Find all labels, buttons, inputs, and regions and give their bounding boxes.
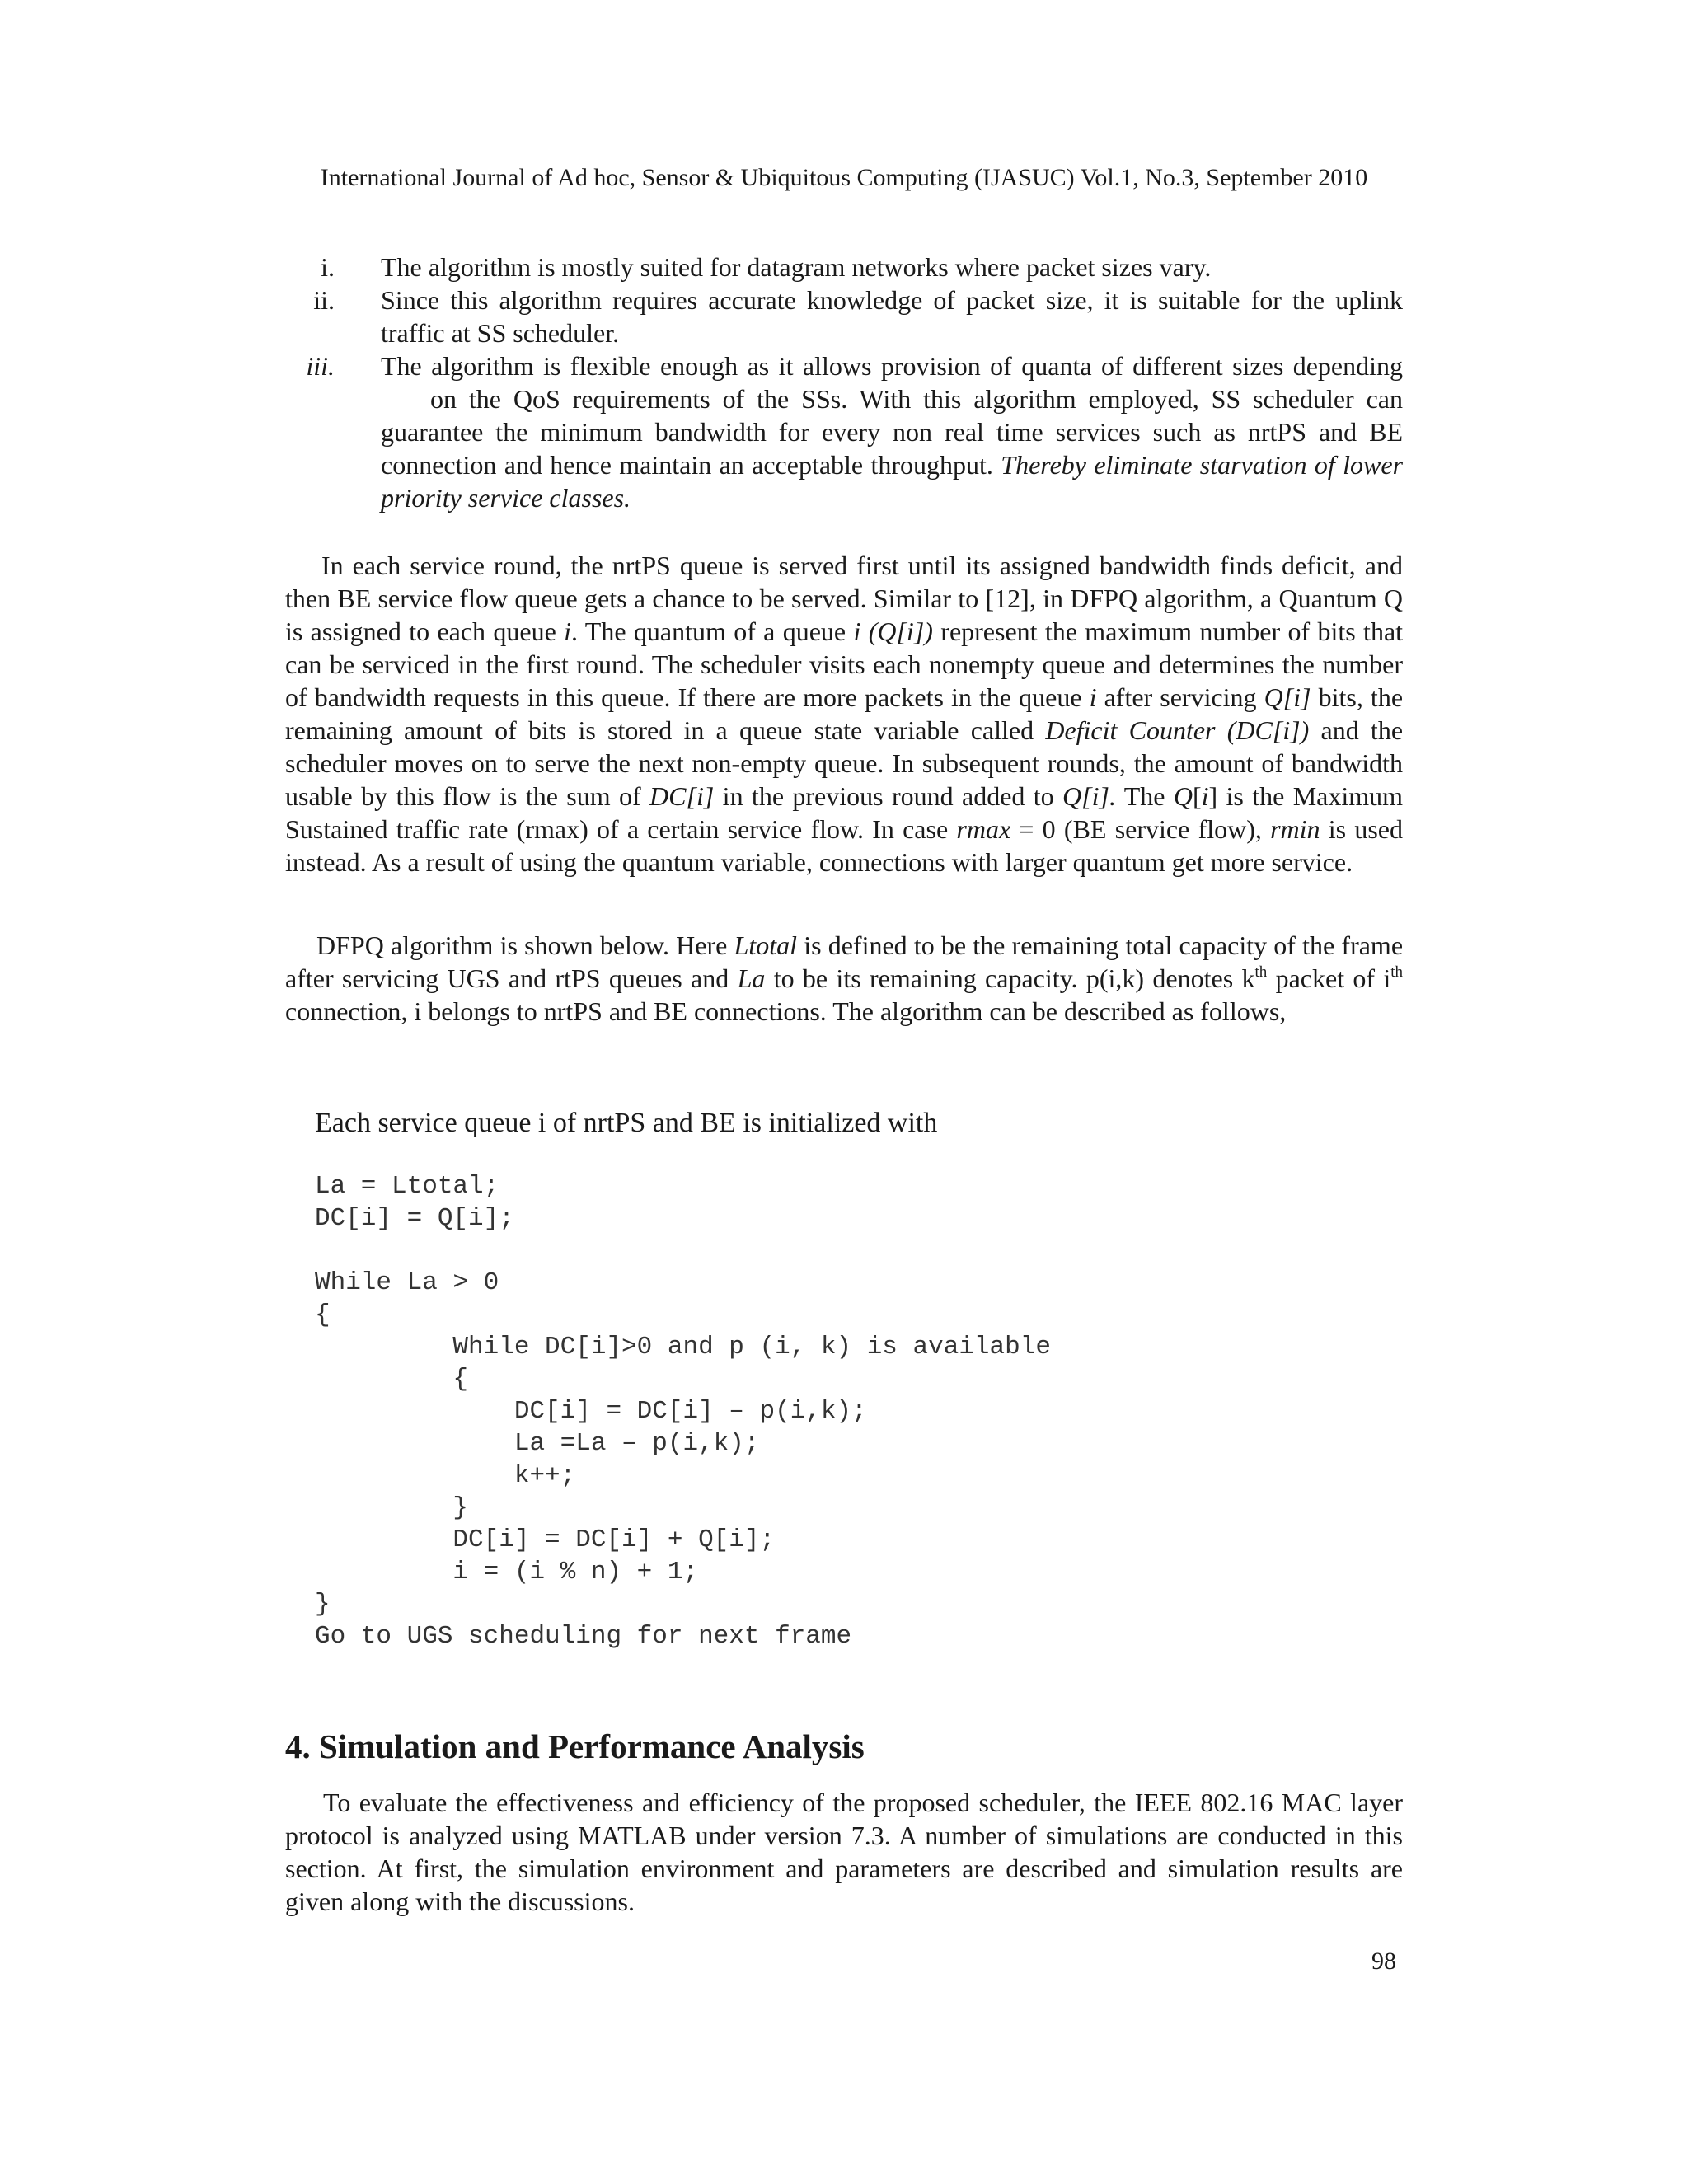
list-item-text: The algorithm is flexible enough as it allows provision of quanta of different sizes depending bbox=[381, 351, 1403, 381]
list-item bbox=[285, 284, 1403, 349]
paragraph-text: . The quantum of a queue bbox=[571, 616, 846, 646]
body-paragraph-dfpq-description bbox=[285, 549, 1403, 879]
body-paragraph-section4: To evaluate the effectiveness and efficiency of the proposed scheduler, the IEEE 802.16 MAC layer protocol is analyzed using MATLAB under version 7.3. A number of simulations are conducted in this section. At first, the simulation environment and parameters are described and simulation results are given along with the discussions. bbox=[285, 1788, 1403, 1916]
math-term: Q bbox=[1173, 781, 1193, 811]
math-term: rmin bbox=[1270, 814, 1320, 844]
paragraph-text: bits, the remaining amount of bits is stored in a queue state variable called bbox=[285, 682, 1404, 745]
math-term: Q[i] bbox=[1264, 682, 1311, 712]
paragraph-text: represent the maximum number of bits that can be serviced in the first round. The scheduler visits each nonempty queue and determines the number of bandwidth requests in this queue. If there are more packets in the queue bbox=[285, 616, 1404, 712]
list-item-number: iii. bbox=[306, 351, 335, 381]
section-heading: 4. Simulation and Performance Analysis bbox=[285, 1727, 865, 1765]
paragraph-text: is defined to be the remaining total capacity of the frame after servicing UGS and rtPS queues and bbox=[285, 930, 1404, 993]
math-term: Q[i]. bbox=[1062, 781, 1116, 811]
paragraph-text: and the scheduler moves on to serve the next non-empty queue. In subsequent rounds, the amount of bandwidth usable by this flow is the sum of bbox=[285, 715, 1404, 811]
superscript: th bbox=[1254, 963, 1268, 981]
list-item bbox=[285, 251, 1403, 284]
paragraph-text: The bbox=[1123, 781, 1165, 811]
math-term: DC[i] bbox=[649, 781, 715, 811]
math-term: rmax bbox=[956, 814, 1011, 844]
property-list bbox=[285, 251, 1403, 514]
paragraph-text: connection, i belongs to nrtPS and BE connections. The algorithm can be described as follows, bbox=[285, 996, 1287, 1026]
body-paragraph-algorithm-intro bbox=[285, 929, 1403, 1028]
paragraph-text: DFPQ algorithm is shown below. Here bbox=[316, 930, 728, 960]
paragraph-text: In each service round, the nrtPS queue is served first until its assigned bandwidth finds deficit, and then BE service flow queue gets a chance to be served. Similar to [12], in DFPQ algorithm, a Quantum Q is assigned to each queue bbox=[285, 551, 1403, 646]
list-item-number: ii. bbox=[313, 285, 335, 315]
math-term: Ltotal bbox=[734, 930, 797, 960]
algorithm-intro-line: Each service queue i of nrtPS and BE is initialized with bbox=[315, 1108, 938, 1138]
math-term: i bbox=[564, 616, 572, 646]
list-item-emphasis: Thereby eliminate starvation of lower priority service classes. bbox=[381, 450, 1404, 513]
page-number: 98 bbox=[1372, 1947, 1396, 1975]
paragraph-text: in the previous round added to bbox=[722, 781, 1054, 811]
list-item-text: Since this algorithm requires accurate knowledge of packet size, it is suitable for the uplink traffic at SS scheduler. bbox=[381, 285, 1403, 348]
paragraph-text: ] is the Maximum Sustained traffic rate (rmax) of a certain service flow. In case bbox=[285, 781, 1404, 844]
algorithm-code-block: La = Ltotal; DC[i] = Q[i]; While La > 0 { While DC[i]>0 and p (i, k) is available { DC[i] = DC[i] – p(i,k); La =La – p(i,k); k++; } DC[i] = DC[i] + Q[i]; i = (i % n) + 1; } Go to UGS scheduling for next frame bbox=[315, 1172, 1051, 1651]
paragraph-text: after servicing bbox=[1104, 682, 1257, 712]
paragraph-text: [ bbox=[1192, 781, 1202, 811]
list-item-number: i. bbox=[321, 252, 335, 282]
paragraph-text: packet of i bbox=[1275, 963, 1391, 993]
math-term: i (Q[i]) bbox=[853, 616, 933, 646]
math-term: i bbox=[1089, 682, 1097, 712]
paragraph-text: is used instead. As a result of using the quantum variable, connections with larger quantum get more service. bbox=[285, 814, 1404, 877]
running-header: International Journal of Ad hoc, Sensor & Ubiquitous Computing (IJASUC) Vol.1, No.3, September 2010 bbox=[320, 164, 1368, 191]
paragraph-text: to be its remaining capacity. p(i,k) denotes k bbox=[773, 963, 1255, 993]
math-term: i bbox=[1201, 781, 1209, 811]
list-item bbox=[285, 349, 1403, 514]
list-item-text: The algorithm is mostly suited for datagram networks where packet sizes vary. bbox=[381, 252, 1212, 282]
math-term: La bbox=[737, 963, 766, 993]
math-term: Deficit Counter (DC[i]) bbox=[1045, 715, 1310, 745]
list-item-text: on the QoS requirements of the SSs. With this algorithm employed, SS scheduler can guarantee the minimum bandwidth for every non real time services such as nrtPS and BE connection and hence maintain an acceptable throughput. bbox=[381, 384, 1403, 480]
superscript: th bbox=[1390, 963, 1404, 981]
paragraph-text: = 0 (BE service flow), bbox=[1019, 814, 1262, 844]
